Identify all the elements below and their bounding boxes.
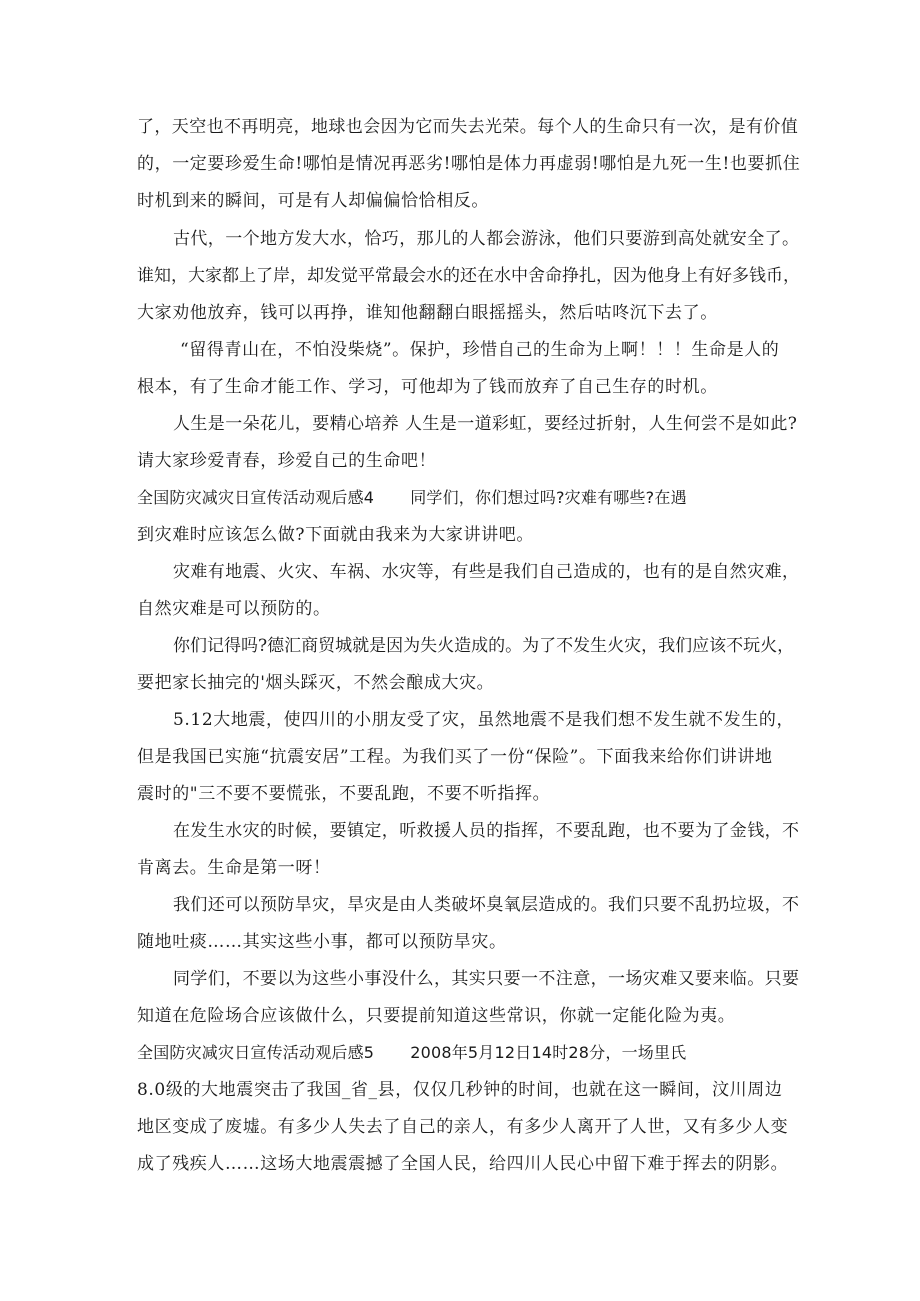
- text-line: 但是我国已实施“抗震安居”工程。为我们买了一份“保险”。下面我来给你们讲讲地: [137, 747, 773, 767]
- text-line: 地区变成了废墟。有多少人失去了自己的亲人，有多少人离开了人世，又有多少人变: [137, 1117, 789, 1137]
- section-heading-line: [137, 488, 687, 508]
- section-heading-line: [137, 1043, 686, 1063]
- text-line: 同学们，不要以为这些小事没什么，其实只要一不注意，一场灾难又要来临。只要: [173, 969, 800, 989]
- text-line: 随地吐痰……其实这些小事，都可以预防旱灾。: [137, 932, 507, 952]
- text-line: 根本，有了生命才能工作、学习，可他却为了钱而放弃了自己生存的时机。: [137, 377, 718, 397]
- text-line: 2008年5月12日14时28分，一场里氏: [410, 1043, 687, 1062]
- text-line: 在发生水灾的时候，要镇定，听救援人员的指挥，不要乱跑，也不要为了金钱，不: [173, 821, 800, 841]
- text-line: “留得青山在，不怕没柴烧”。保护，珍惜自己的生命为上啊！！！生命是人的: [180, 340, 780, 360]
- text-line: 自然灾难是可以预防的。: [137, 599, 331, 619]
- text-line: 知道在危险场合应该做什么，只要提前知道这些常识，你就一定能化险为夷。: [137, 1006, 736, 1026]
- text-line: 要把家长抽完的'烟头踩灭，不然会酿成大灾。: [137, 673, 495, 693]
- text-line: 古代，一个地方发大水，恰巧，那儿的人都会游泳，他们只要游到高处就安全了。: [173, 229, 800, 249]
- text-line: 大家劝他放弃，钱可以再挣，谁知他翻翻白眼摇摇头，然后咕咚沉下去了。: [137, 303, 718, 323]
- text-line: 谁知，大家都上了岸，却发觉平常最会水的还在水中舍命挣扎，因为他身上有好多钱币，: [137, 266, 800, 286]
- text-line: 成了残疾人……这场大地震震撼了全国人民，给四川人民心中留下难于挥去的阴影。: [137, 1154, 789, 1174]
- section-heading: 全国防灾减灾日宣传活动观后感5: [137, 1043, 375, 1062]
- text-line: 5.12大地震，使四川的小朋友受了灾，虽然地震不是我们想不发生就不发生的，: [173, 710, 795, 730]
- text-line: 灾难有地震、火灾、车祸、水灾等，有些是我们自己造成的，也有的是自然灾难，: [173, 562, 800, 582]
- text-line: 震时的"三不要不要慌张，不要乱跑，不要不听指挥。: [137, 784, 551, 804]
- text-line: 8.0级的大地震突击了我国_省_县，仅仅几秒钟的时间，也就在这一瞬间，汶川周边: [137, 1080, 783, 1100]
- section-heading: 全国防灾减灾日宣传活动观后感4: [137, 488, 375, 507]
- text-line: 同学们，你们想过吗?灾难有哪些?在遇: [410, 488, 687, 507]
- text-line: 请大家珍爱青春，珍爱自己的生命吧！: [137, 451, 437, 471]
- text-line: 到灾难时应该怎么做?下面就由我来为大家讲讲吧。: [137, 525, 534, 545]
- text-line: 我们还可以预防旱灾，旱灾是由人类破坏臭氧层造成的。我们只要不乱扔垃圾，不: [173, 895, 800, 915]
- text-line: 人生是一朵花儿，要精心培养 人生是一道彩虹，要经过折射，人生何尝不是如此?: [173, 414, 798, 434]
- text-line: 时机到来的瞬间，可是有人却偏偏恰恰相反。: [137, 191, 489, 211]
- text-line: 了，天空也不再明亮，地球也会因为它而失去光荣。每个人的生命只有一次，是有价值: [137, 117, 799, 137]
- text-line: 肯离去。生命是第一呀！: [137, 858, 331, 878]
- text-line: 的，一定要珍爱生命!哪怕是情况再恶劣!哪怕是体力再虚弱!哪怕是九死一生!也要抓住: [137, 154, 801, 174]
- text-line: 你们记得吗?德汇商贸城就是因为失火造成的。为了不发生火灾，我们应该不玩火，: [173, 636, 795, 656]
